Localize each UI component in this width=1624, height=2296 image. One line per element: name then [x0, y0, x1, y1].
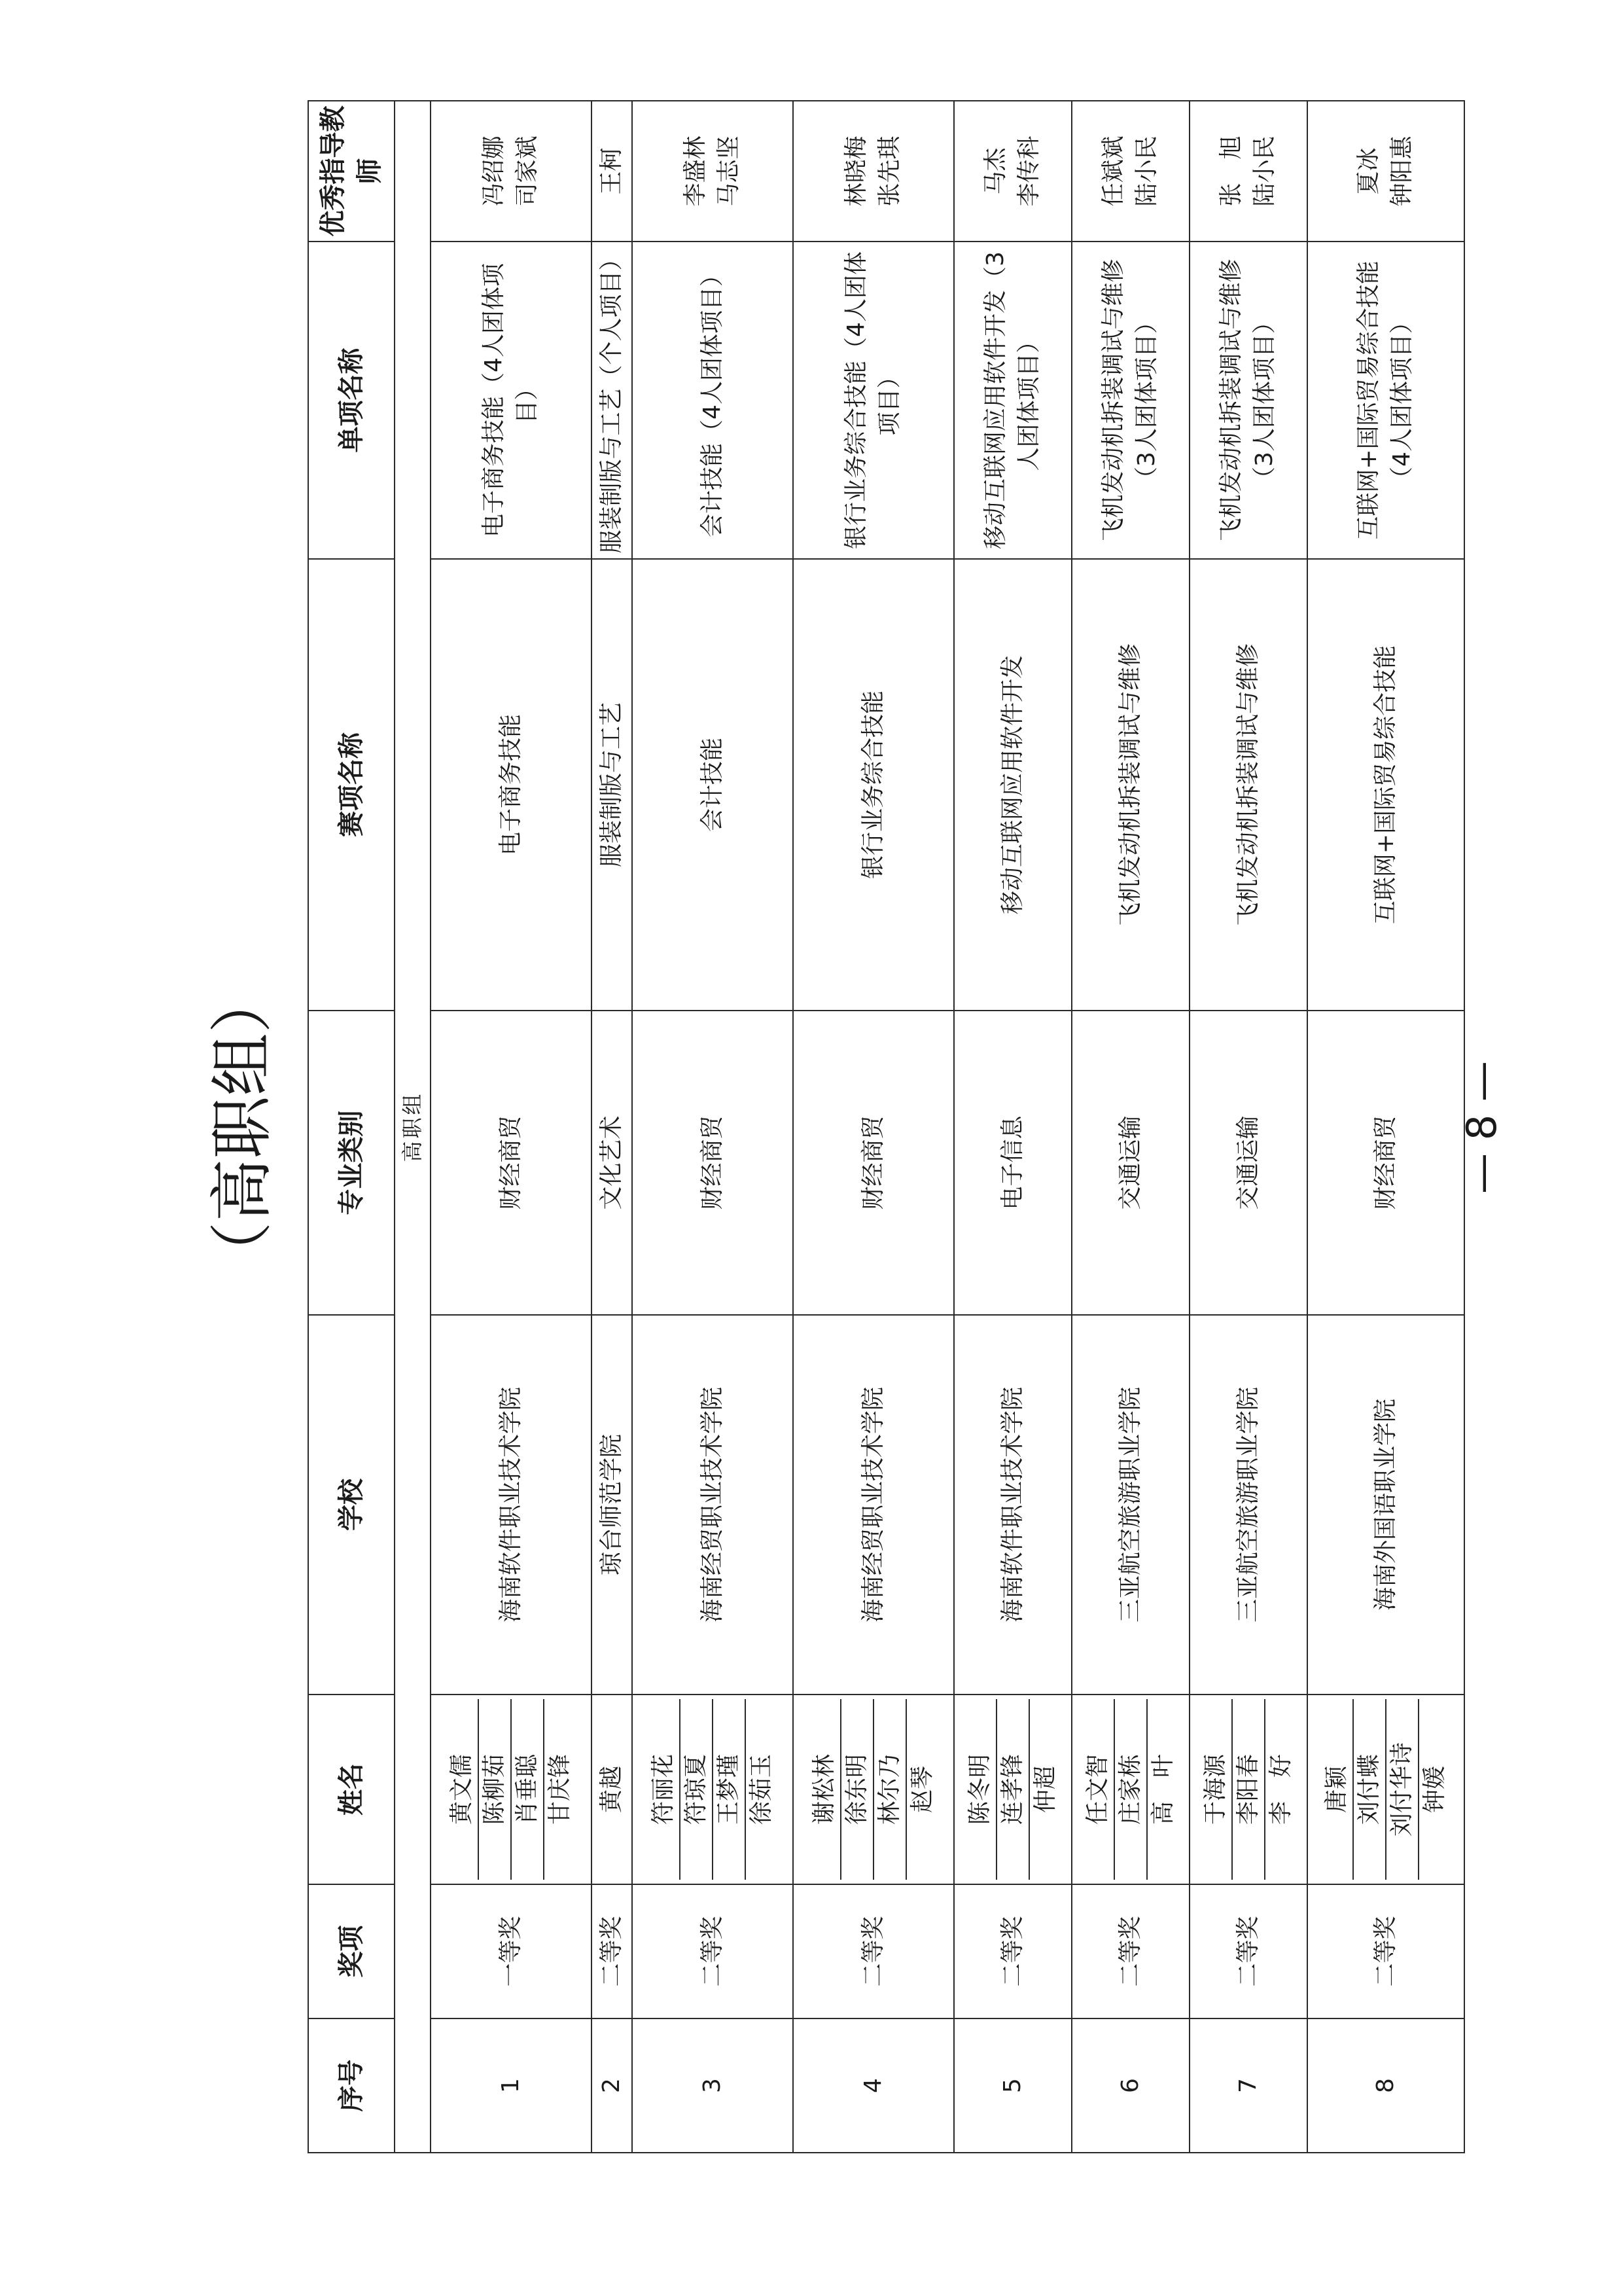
header-no: 序号	[308, 2018, 395, 2153]
row-event: 服装制版与工艺	[591, 559, 632, 1011]
header-award: 奖项	[308, 1884, 395, 2018]
row-event: 会计技能	[632, 559, 793, 1011]
teacher-name: 林晓梅	[843, 135, 870, 207]
row-no: 4	[793, 2018, 954, 2153]
table-row	[954, 101, 1072, 2153]
student-name: 高 叶	[1149, 1754, 1176, 1825]
row-school: 三亚航空旅游职业学院	[1190, 1315, 1307, 1695]
row-names	[1190, 1695, 1307, 1884]
rotated-page	[196, 101, 1600, 2153]
student-name: 甘庆锋	[546, 1754, 573, 1825]
student-name: 陈柳茹	[479, 1699, 512, 1880]
row-names	[1072, 1695, 1190, 1884]
student-name: 庄家栋	[1115, 1699, 1148, 1880]
teacher-name: 马志坚	[715, 135, 742, 207]
row-school: 海南外国语职业学院	[1307, 1315, 1464, 1695]
teacher-name: 夏冰	[1355, 147, 1383, 195]
row-category: 文化艺术	[591, 1011, 632, 1315]
student-name: 徐东明	[841, 1699, 874, 1880]
row-award: 二等奖	[1190, 1884, 1307, 2018]
award-table	[308, 100, 1465, 2153]
row-category: 交通运输	[1190, 1011, 1307, 1315]
teacher-name: 李盛林	[682, 135, 709, 207]
group-label: 高职组	[395, 101, 431, 2153]
table-row	[591, 101, 632, 2153]
row-award: 二等奖	[1072, 1884, 1190, 2018]
row-teachers	[431, 101, 591, 242]
row-teachers	[1072, 101, 1190, 242]
student-name: 赵琴	[908, 1766, 936, 1814]
student-name: 李 好	[1267, 1754, 1294, 1825]
teacher-name: 任斌斌	[1100, 135, 1127, 207]
row-names	[431, 1695, 591, 1884]
student-name: 钟媛	[1421, 1766, 1448, 1814]
row-school: 海南经贸职业技术学院	[793, 1315, 954, 1695]
row-award: 二等奖	[793, 1884, 954, 2018]
row-names	[793, 1695, 954, 1884]
page-number: — 8 —	[1458, 1061, 1506, 1194]
student-name: 符丽花	[648, 1699, 680, 1880]
row-names	[632, 1695, 793, 1884]
row-award: 二等奖	[632, 1884, 793, 2018]
row-school: 琼台师范学院	[591, 1315, 632, 1695]
row-item: 服装制版与工艺（个人项目）	[591, 242, 632, 559]
table-row	[1190, 101, 1307, 2153]
student-name: 刘付华诗	[1386, 1699, 1419, 1880]
teacher-name: 冯绍娜	[480, 135, 508, 207]
student-name: 徐茹玉	[747, 1754, 775, 1825]
header-item: 单项名称	[308, 242, 395, 559]
row-event: 移动互联网应用软件开发	[954, 559, 1072, 1011]
row-event: 飞机发动机拆装调试与维修	[1190, 559, 1307, 1011]
row-item: 银行业务综合技能（4人团体项目）	[793, 242, 954, 559]
row-no: 1	[431, 2018, 591, 2153]
teacher-name: 张 旭	[1218, 135, 1245, 207]
student-name: 唐颖	[1321, 1699, 1354, 1880]
student-name: 肖垂聪	[512, 1699, 544, 1880]
row-category: 交通运输	[1072, 1011, 1190, 1315]
teacher-name: 钟阳惠	[1388, 135, 1415, 207]
student-name: 黄越	[597, 1766, 625, 1814]
student-name: 任文智	[1082, 1699, 1115, 1880]
row-names	[591, 1695, 632, 1884]
row-names	[1307, 1695, 1464, 1884]
student-name: 陈冬明	[964, 1699, 997, 1880]
teacher-name: 李传科	[1015, 135, 1042, 207]
row-item: 飞机发动机拆装调试与维修（3人团体项目）	[1072, 242, 1190, 559]
row-no: 5	[954, 2018, 1072, 2153]
row-no: 7	[1190, 2018, 1307, 2153]
row-names	[954, 1695, 1072, 1884]
row-item: 互联网+国际贸易综合技能（4人团体项目）	[1307, 242, 1464, 559]
row-school: 海南软件职业技术学院	[954, 1315, 1072, 1695]
row-teachers	[1307, 101, 1464, 242]
student-name: 林尔乃	[874, 1699, 907, 1880]
page-title: （高职组）	[205, 970, 279, 1285]
row-event: 银行业务综合技能	[793, 559, 954, 1011]
row-teachers	[1190, 101, 1307, 242]
table-row	[1072, 101, 1190, 2153]
row-teachers	[591, 101, 632, 242]
row-category: 财经商贸	[1307, 1011, 1464, 1315]
student-name: 于海源	[1200, 1699, 1233, 1880]
teacher-name: 马杰	[982, 147, 1010, 195]
row-school: 海南经贸职业技术学院	[632, 1315, 793, 1695]
teacher-name: 司家斌	[513, 135, 540, 207]
row-category: 财经商贸	[632, 1011, 793, 1315]
row-no: 2	[591, 2018, 632, 2153]
row-item: 飞机发动机拆装调试与维修（3人团体项目）	[1190, 242, 1307, 559]
header-category: 专业类别	[308, 1011, 395, 1315]
row-item: 电子商务技能（4人团体项目）	[431, 242, 591, 559]
row-no: 8	[1307, 2018, 1464, 2153]
table-header-row	[308, 101, 395, 2153]
row-category: 电子信息	[954, 1011, 1072, 1315]
header-school: 学校	[308, 1315, 395, 1695]
student-name: 王梦瑾	[713, 1699, 746, 1880]
table-row	[793, 101, 954, 2153]
row-item: 移动互联网应用软件开发（3人团体项目）	[954, 242, 1072, 559]
teacher-name: 陆小民	[1133, 135, 1160, 207]
student-name: 黄文儒	[446, 1699, 479, 1880]
row-no: 6	[1072, 2018, 1190, 2153]
row-category: 财经商贸	[793, 1011, 954, 1315]
table-row	[632, 101, 793, 2153]
row-school: 三亚航空旅游职业学院	[1072, 1315, 1190, 1695]
row-event: 飞机发动机拆装调试与维修	[1072, 559, 1190, 1011]
student-name: 仲超	[1031, 1766, 1059, 1814]
student-name: 谢松林	[809, 1699, 841, 1880]
row-event: 电子商务技能	[431, 559, 591, 1011]
row-teachers	[793, 101, 954, 242]
table-row	[1307, 101, 1464, 2153]
student-name: 符琼夏	[680, 1699, 713, 1880]
student-name: 连孝锋	[997, 1699, 1030, 1880]
row-item: 会计技能（4人团体项目）	[632, 242, 793, 559]
row-teachers	[632, 101, 793, 242]
header-name: 姓名	[308, 1695, 395, 1884]
teacher-name: 陆小民	[1250, 135, 1278, 207]
row-category: 财经商贸	[431, 1011, 591, 1315]
group-row	[395, 101, 431, 2153]
row-school: 海南软件职业技术学院	[431, 1315, 591, 1695]
table-row	[431, 101, 591, 2153]
row-award: 二等奖	[591, 1884, 632, 2018]
header-teacher: 优秀指导教师	[308, 101, 395, 242]
teacher-name: 张先琪	[875, 135, 903, 207]
student-name: 李阳春	[1233, 1699, 1265, 1880]
student-name: 刘付蝶	[1354, 1699, 1386, 1880]
header-event: 赛项名称	[308, 559, 395, 1011]
row-award: 一等奖	[431, 1884, 591, 2018]
row-award: 二等奖	[1307, 1884, 1464, 2018]
row-no: 3	[632, 2018, 793, 2153]
row-teachers	[954, 101, 1072, 242]
teacher-name: 王柯	[597, 147, 625, 195]
row-event: 互联网+国际贸易综合技能	[1307, 559, 1464, 1011]
row-award: 二等奖	[954, 1884, 1072, 2018]
